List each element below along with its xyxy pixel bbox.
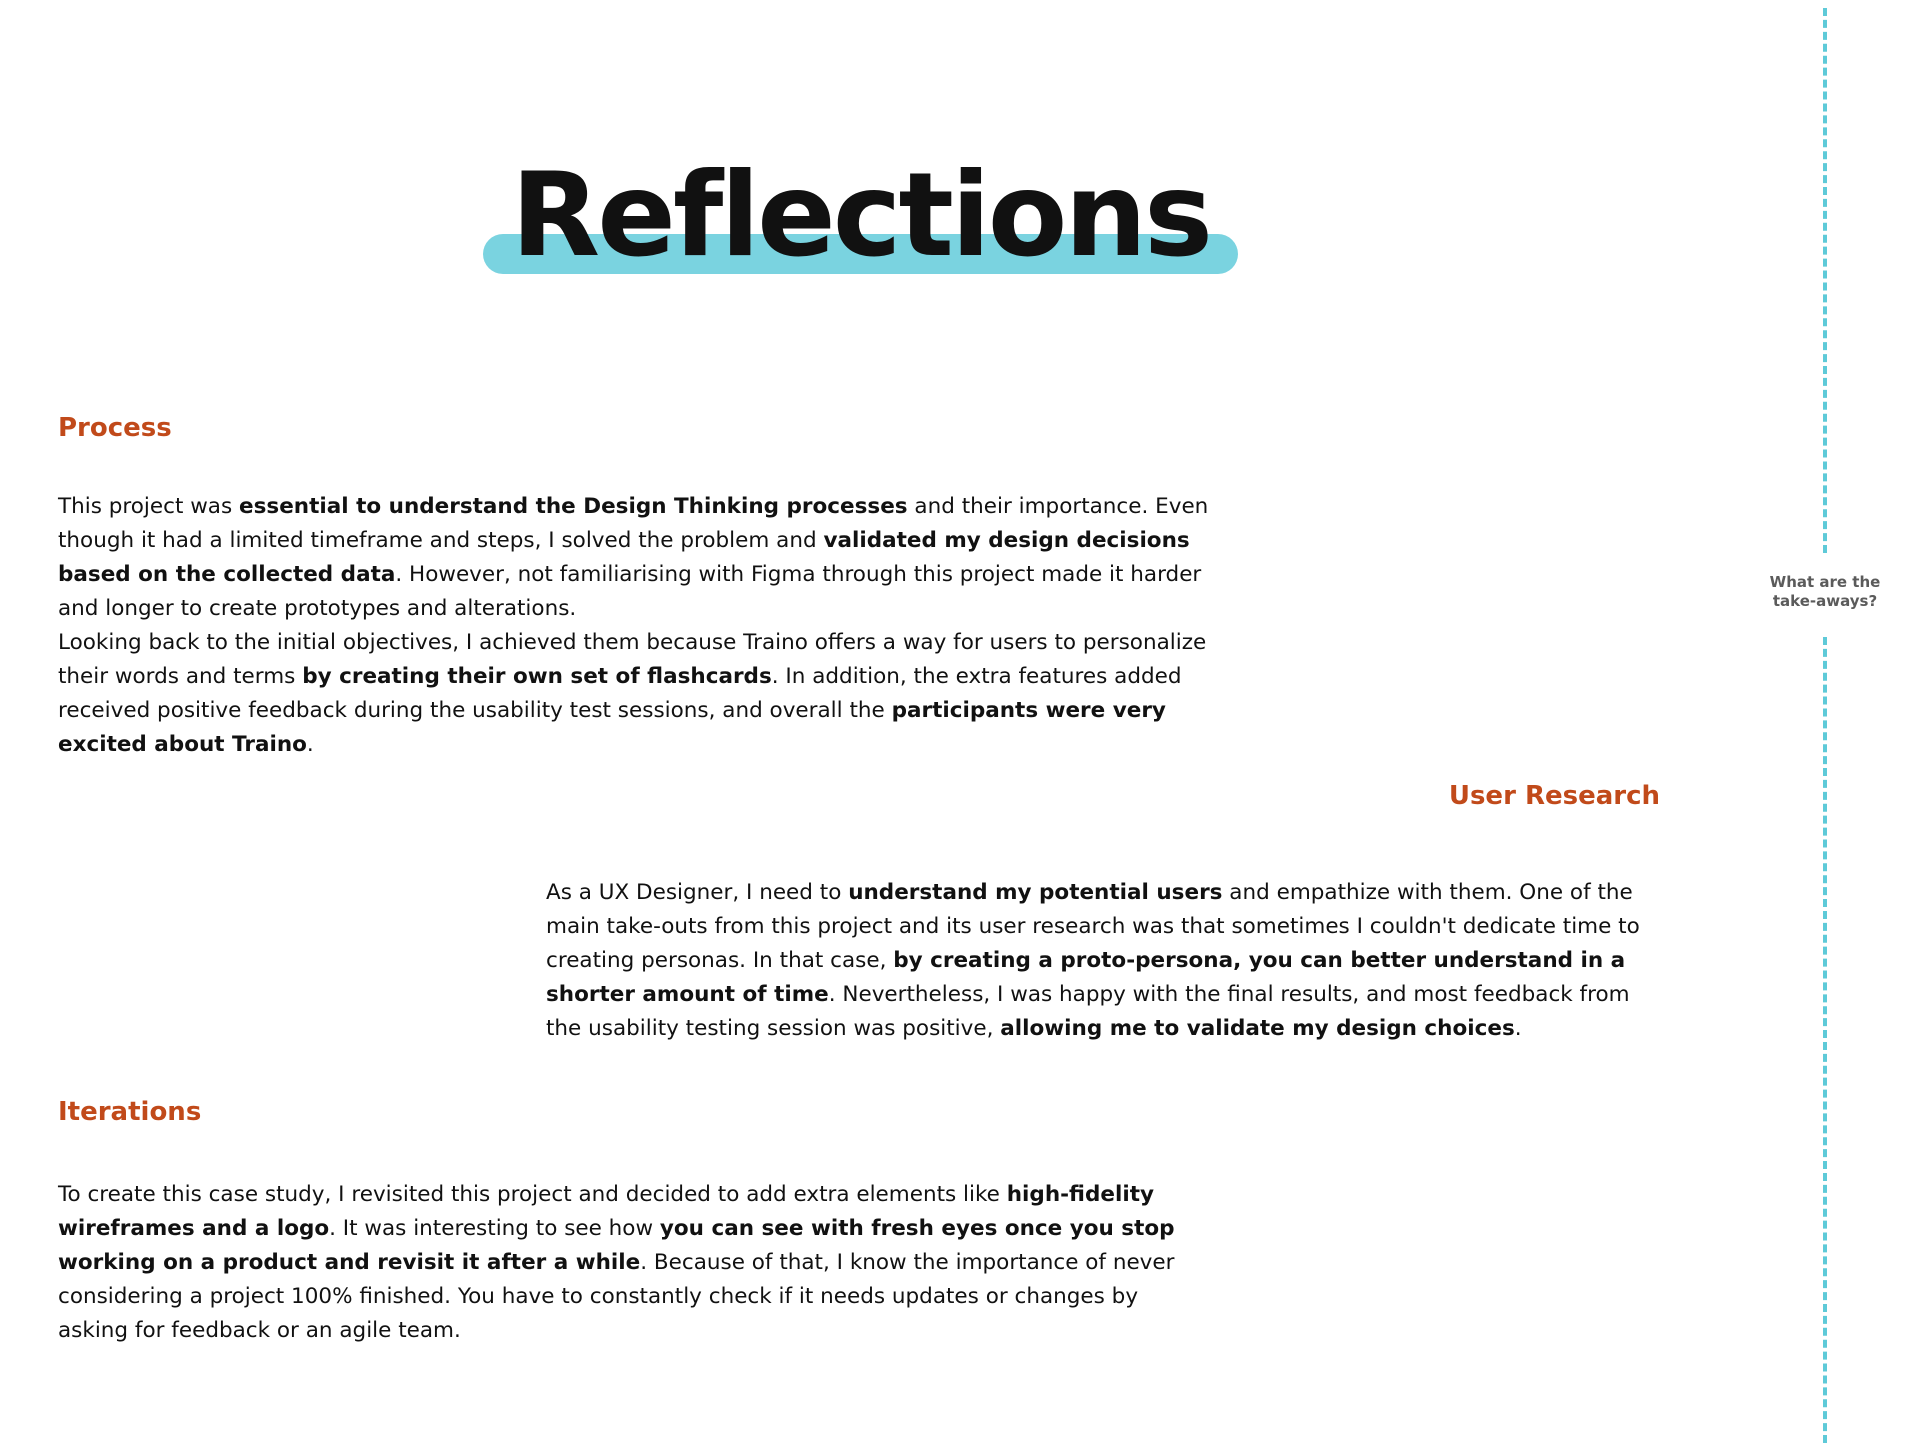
section-heading-process: Process [58, 413, 172, 443]
side-dashed-line-top [1823, 8, 1827, 553]
body-text: To create this case study, I revisited this project and decided to add extra elements like [58, 1182, 1007, 1207]
body-text: Looking back to the initial objectives, I achieved them because Traino offers a way for users to personalize their words and terms [58, 630, 1207, 689]
side-dashed-line-bottom [1823, 637, 1827, 1443]
side-note [1738, 573, 1912, 611]
body-text: . It was interesting to see how [329, 1216, 660, 1241]
process-paragraph-1 [58, 490, 1218, 626]
process-paragraph-2 [58, 626, 1218, 762]
emphasized-text: by creating a proto-persona, you can better understand in a shorter amount of time [546, 948, 1626, 1007]
side-note-line-1: What are the [1769, 573, 1881, 591]
emphasized-text: essential to understand the Design Thinking processes [239, 494, 908, 519]
body-text: . In addition, the extra features added received positive feedback during the usability test sessions, and overall the [58, 664, 1182, 723]
iterations-paragraph [58, 1178, 1198, 1348]
body-text: and empathize with them. One of the main take-outs from this project and its user research was that sometimes I couldn't dedicate time to creating personas. In that case, [546, 880, 1640, 973]
side-note-line-2: take-aways? [1772, 592, 1878, 610]
emphasized-text: allowing me to validate my design choices [1000, 1016, 1515, 1041]
section-heading-iterations: Iterations [58, 1097, 202, 1127]
section-heading-user-research: User Research [1448, 781, 1660, 811]
page-title: Reflections [510, 148, 1211, 283]
body-text: . Because of that, I know the importance of never considering a project 100% finished. You have to constantly check if it needs updates or changes by asking for feedback or an agile team. [58, 1250, 1175, 1343]
body-text: . [306, 732, 314, 757]
body-text: . Nevertheless, I was happy with the final results, and most feedback from the usability testing session was positive, [546, 982, 1630, 1041]
emphasized-text: understand my potential users [848, 880, 1223, 905]
title-block [483, 148, 1238, 283]
body-text: . However, not familiarising with Figma through this project made it harder and longer to create prototypes and alterations. [58, 562, 1202, 621]
emphasized-text: participants were very excited about Traino [58, 698, 1166, 757]
body-text: and their importance. Even though it had a limited timeframe and steps, I solved the problem and [58, 494, 1209, 553]
emphasized-text: high-fidelity wireframes and a logo [58, 1182, 1154, 1241]
user-research-paragraph [546, 876, 1661, 1046]
body-text: As a UX Designer, I need to [546, 880, 849, 905]
emphasized-text: by creating their own set of flashcards [302, 664, 772, 689]
emphasized-text: you can see with fresh eyes once you stop working on a product and revisit it after a while [58, 1216, 1175, 1275]
emphasized-text: validated my design decisions based on the collected data [58, 528, 1190, 587]
body-text: . [1514, 1016, 1522, 1041]
body-text: This project was [58, 494, 240, 519]
